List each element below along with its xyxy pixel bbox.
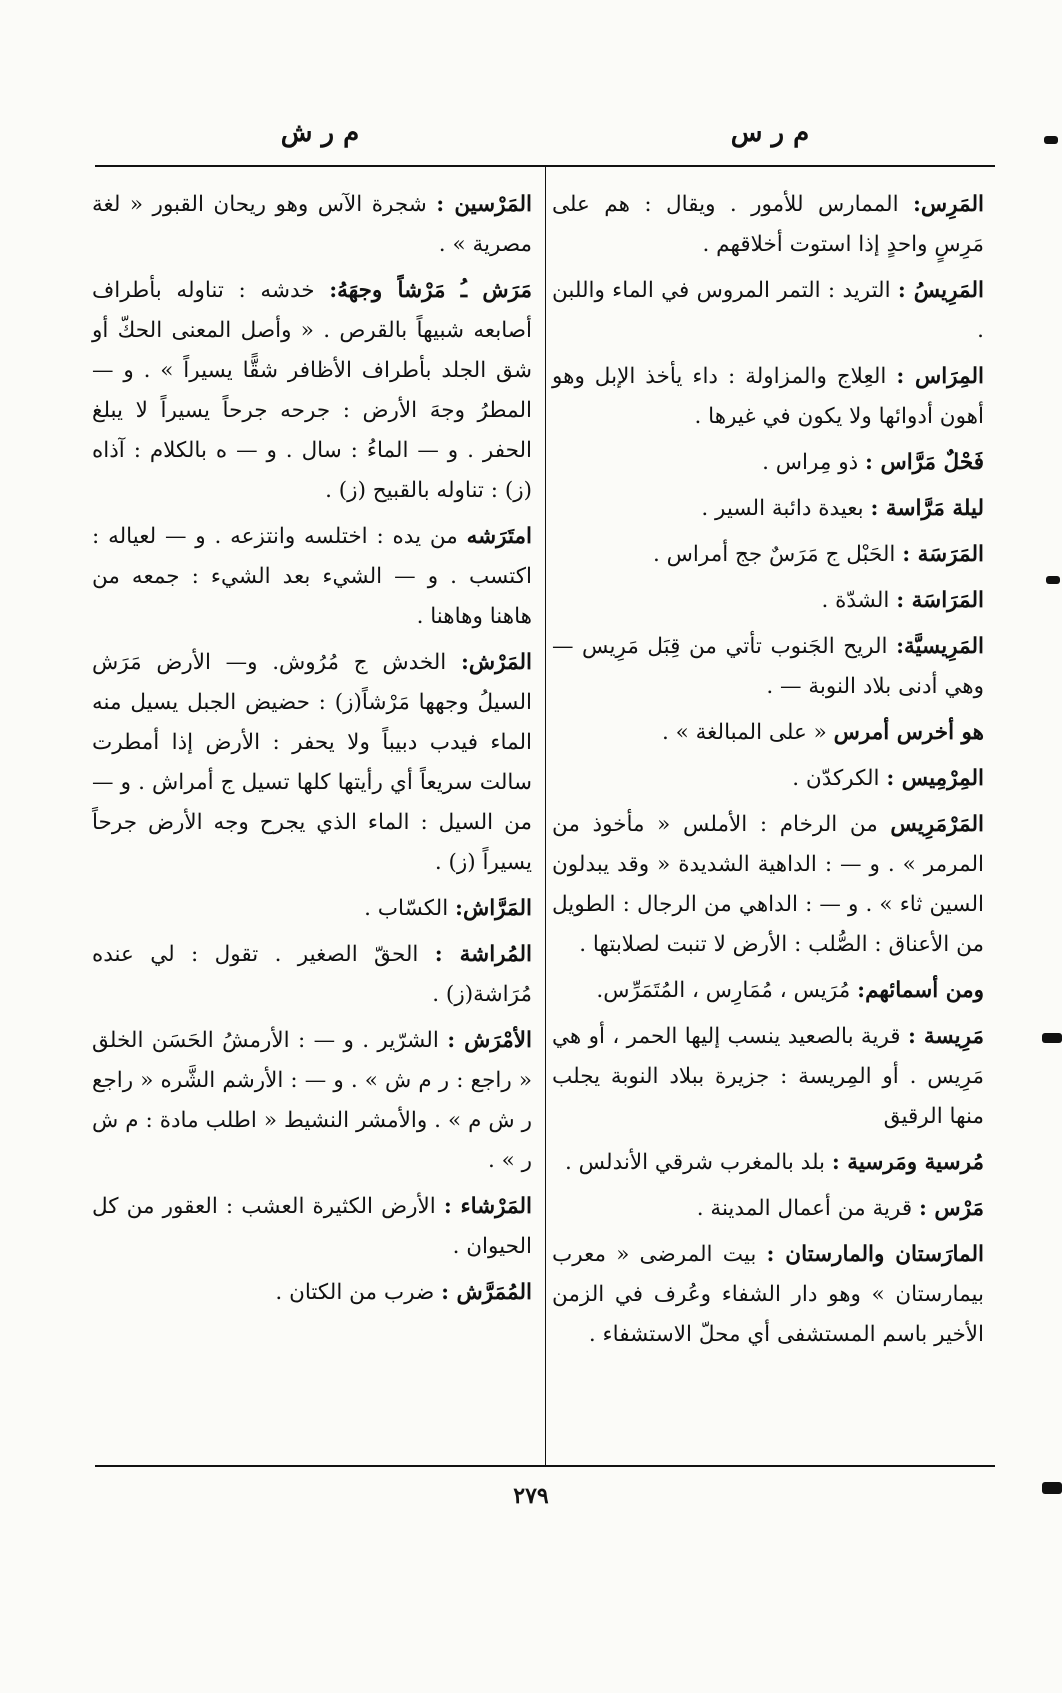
definition: الريح الجَنوب تأتي من قِبَل مَرِيس —وهي أدنى بلاد النوبة — . xyxy=(552,634,984,699)
dictionary-entry xyxy=(92,889,532,929)
dictionary-entry xyxy=(552,581,984,621)
definition: الكسّاب . xyxy=(364,896,449,921)
dictionary-entry xyxy=(552,1189,984,1229)
edge-mark xyxy=(1046,576,1060,584)
headword: ليلة مَرَّاسة : xyxy=(870,496,984,521)
headword: المَرِيسُ : xyxy=(897,278,984,303)
headword: مَرْس : xyxy=(918,1196,984,1221)
dictionary-entry xyxy=(552,1235,984,1355)
dictionary-entry xyxy=(92,185,532,265)
dictionary-entry xyxy=(92,935,532,1015)
headword: ومن أسمائهم: xyxy=(857,978,984,1003)
definition: قرية من أعمال المدينة . xyxy=(696,1196,913,1221)
definition: الأرض الكثيرة العشب : العقور من كل الحيوان . xyxy=(92,1194,532,1259)
definition: الشرّير . و — : الأرمشُ الحَسَن الخلق « راجع : ر م ش » . و — : الأرشم الشَّره « راجع ر ش م » . والأمشر النشيط « اطلب مادة : م ش ر » . xyxy=(92,1028,532,1173)
headword: امتَرَشه xyxy=(466,524,532,549)
column-divider xyxy=(545,167,546,1465)
headword: المَرَّاش: xyxy=(455,896,532,921)
dictionary-entry xyxy=(552,535,984,575)
headword: هو أخرس أمرس xyxy=(833,720,984,745)
dictionary-entry xyxy=(552,489,984,529)
dictionary-entry xyxy=(552,627,984,707)
definition: التريد : التمر المروس في الماء واللبن . xyxy=(552,278,984,343)
definition: الكركدّن . xyxy=(792,766,880,791)
dictionary-entry xyxy=(552,1017,984,1137)
definition: قرية بالصعيد ينسب إليها الحمر ، أو هي مَرِيس . أو المِريسة : جزيرة ببلاد النوبة يجلب منها الرقيق xyxy=(552,1024,984,1129)
headword: المِرْمِيس : xyxy=(886,766,984,791)
dictionary-entry xyxy=(552,713,984,753)
page-number: ٢٧٩ xyxy=(513,1483,549,1509)
headword: المَرْشاء : xyxy=(443,1194,532,1219)
dictionary-entry xyxy=(552,759,984,799)
right-column xyxy=(552,185,984,1361)
definition: الخدش ج مُرُوش. و— الأرض مَرَش السيلُ وجهها مَرْشاً(ز) : حضيض الجبل يسيل منه الماء فيدب دبيباً ولا يحفر : الأرض إذا أمطرت سالت سريعاً أي رأيتها كلها تسيل ج أمراش . و — من السيل : الماء الذي يجرح وجه الأرض جرحاً يسيراً (ز) . xyxy=(92,650,532,875)
headword: المَرَاسَة : xyxy=(896,588,984,613)
definition: الممارس للأمور . ويقال : هم على مَرِسٍ واحدٍ إذا استوت أخلاقهم . xyxy=(552,192,984,257)
definition: بعيدة دائبة السير . xyxy=(701,496,864,521)
headword: المَرْش: xyxy=(460,650,532,675)
left-column xyxy=(92,185,532,1319)
definition: من الرخام : الأملس « مأخوذ من المرمر » . و — : الداهية الشديدة « وقد يبدلون السين ثاء » . و — : الداهي من الرجال : الطويل من الأعناق : الصُّلب : الأرض لا تنبت لصلابتها . xyxy=(552,812,984,957)
dictionary-entry xyxy=(552,805,984,965)
definition: خدشه : تناوله بأطراف أصابعه شبيهاً بالقرص . « وأصل المعنى الحكّ أو شق الجلد بأطراف الأظافر شقًّا يسيراً » . و — المطرُ وجهَ الأرض : جرحه جرحاً يسيراً لا يبلغ الحفر . و — الماءُ : سال . و — ه بالكلام : آذاه (ز) : تناوله بالقبيح (ز) . xyxy=(92,278,532,503)
dictionary-entry xyxy=(92,643,532,883)
headword: مَرَش ـُ مَرْشاً وجهَهُ: xyxy=(329,278,532,303)
edge-mark xyxy=(1044,136,1058,144)
dictionary-entry xyxy=(92,1021,532,1181)
headword: المَرْسين : xyxy=(436,192,532,217)
dictionary-entry xyxy=(552,1143,984,1183)
definition: ذو مِراس . xyxy=(762,450,859,475)
headword: فَحْلٌ مَرَّاس : xyxy=(865,450,984,475)
definition: مُرَيس ، مُمَارِس ، المُتَمَرِّس. xyxy=(596,978,851,1003)
dictionary-entry xyxy=(552,271,984,351)
headword: المَرِس: xyxy=(913,192,984,217)
dictionary-entry xyxy=(552,185,984,265)
headword: المُراشة : xyxy=(434,942,532,967)
definition: الحقّ الصغير . تقول : لي عنده مُرَاشة(ز) . xyxy=(92,942,532,1007)
definition: بيت المرضى « معرب بيمارستان » وهو دار الشفاء وعُرف في الزمن الأخير باسم المستشفى أي محلّ الاستشفاء . xyxy=(552,1242,984,1347)
edge-mark xyxy=(1042,1482,1062,1494)
definition: الشدّة . xyxy=(821,588,890,613)
dictionary-entry xyxy=(92,517,532,637)
definition: « على المبالغة » . xyxy=(661,720,827,745)
headword: المَرْمَرِيس xyxy=(890,812,984,837)
dictionary-entry xyxy=(92,1187,532,1267)
headword: المِرَاس : xyxy=(896,364,984,389)
definition: العِلاج والمزاولة : داء يأخذ الإبل وهو أهون أدوائها ولا يكون في غيرها . xyxy=(552,364,984,429)
headword: مَرِيسة : xyxy=(907,1024,984,1049)
definition: شجرة الآس وهو ريحان القبور « لغة مصرية » . xyxy=(92,192,532,257)
dictionary-entry xyxy=(552,357,984,437)
definition: بلد بالمغرب شرقي الأندلس . xyxy=(564,1150,826,1175)
header-right-root: م ر س xyxy=(730,118,810,148)
bottom-rule xyxy=(95,1465,995,1467)
headword: المُمَرَّش : xyxy=(441,1280,532,1305)
headword: المَرَسَة : xyxy=(902,542,984,567)
dictionary-entry xyxy=(92,271,532,511)
dictionary-entry xyxy=(552,443,984,483)
definition: ضرب من الكتان . xyxy=(275,1280,435,1305)
headword: المارَستان والمارستان : xyxy=(766,1242,984,1267)
dictionary-entry xyxy=(92,1273,532,1313)
definition: من يده : اختلسه وانتزعه . و — لعياله : اكتسب . و — الشيء بعد الشيء : جمعه من هاهنا وهاهنا . xyxy=(92,524,532,629)
definition: الحَبْل ج مَرَسٌ جج أمراس . xyxy=(652,542,896,567)
headword: الأمْرَش : xyxy=(447,1028,532,1053)
edge-mark xyxy=(1042,1033,1062,1043)
page-header xyxy=(95,118,995,158)
header-left-root: م ر ش xyxy=(280,118,360,148)
headword: المَرِيسيَّة: xyxy=(896,634,984,659)
headword: مُرسية ومَرسية : xyxy=(831,1150,984,1175)
dictionary-entry xyxy=(552,971,984,1011)
